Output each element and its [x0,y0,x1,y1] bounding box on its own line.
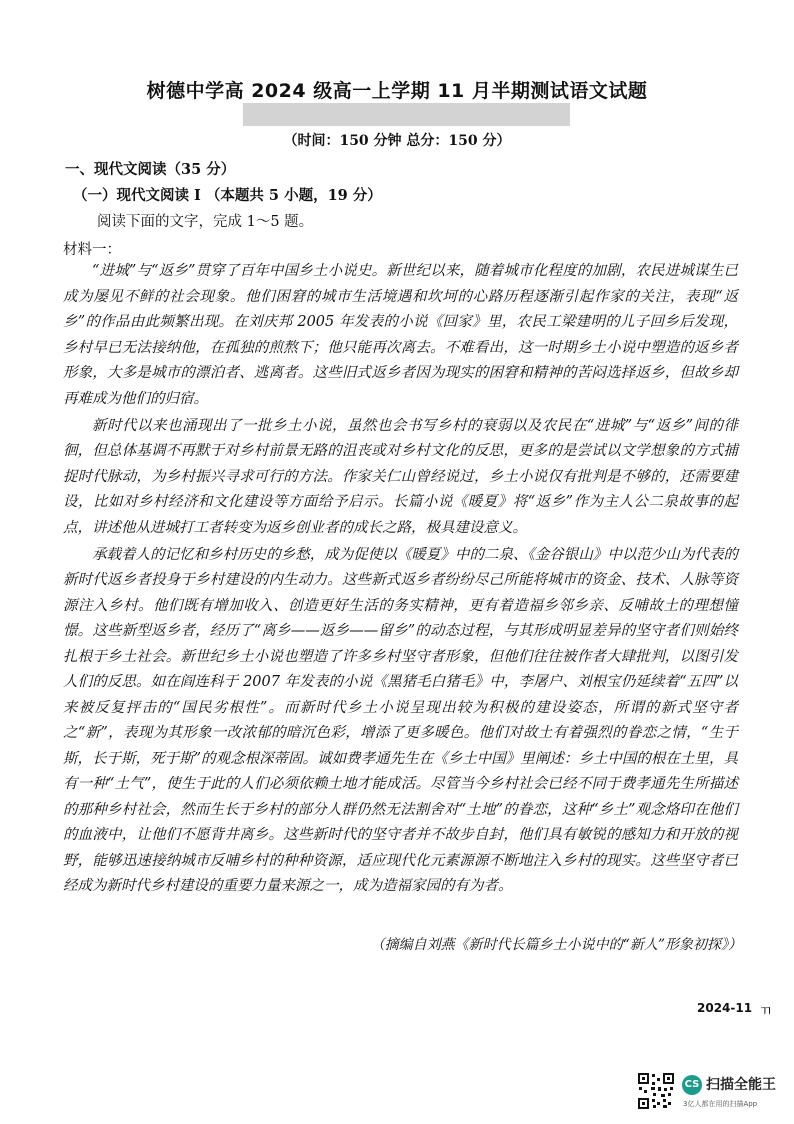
exam-title: 树德中学高 2024 级高一上学期 11 月半期测试语文试题 [146,80,648,102]
redaction-bar [243,103,570,126]
brand-name: 扫描全能王 [706,1077,776,1093]
subsection-heading: （一）现代文阅读 I （本题共 5 小题，19 分） [73,187,382,204]
paragraph: “进城”与“返乡”贯穿了百年中国乡土小说史。新世纪以来，随着城市化程度的加剧，农民进城谋生已成为屡见不鲜的社会现象。他们困窘的城市生活境遇和坎坷的心路历程逐渐引起作家的关注，表现“返乡”的作品由此频繁出现。在刘庆邦 2005 年发表的小说《回家》里，农民工梁建明的儿子回乡后发现，乡村早已无法接纳他，在孤独的煎熬下；他只能再次离去。不难看出，这一时期乡土小说中塑造的返乡者形象，大多是城市的漂泊者、逃离者。这些旧式返乡者因为现实的困窘和精神的苦闷选择返乡，但故乡却再难成为他们的归宿。 [63,263,738,407]
instruction: 阅读下面的文字，完成 1～5 题。 [97,214,314,230]
section-heading: 一、现代文阅读（35 分） [65,161,236,178]
footer-date: 2024-11 [697,1001,753,1015]
brand-tagline: 3亿人都在用的扫描App [683,1100,758,1108]
paragraph: 承载着人的记忆和乡村历史的乡愁，成为促使以《暖夏》中的二泉、《金谷银山》中以范少山为代表的新时代返乡者投身于乡村建设的内生动力。这些新式返乡者纷纷尽己所能将城市的资金、技术、人脉等资源注入乡村。他们既有增加收入、创造更好生活的务实精神，更有着造福乡邻乡亲、反哺故土的理想憧憬。这些新型返乡者，经历了“离乡——返乡——留乡”的动态过程，与其形成明显差异的坚守者们则始终扎根于乡土社会。新世纪乡土小说也塑造了许多乡村坚守者形象，但他们往往被作者大肆批判，以图引发人们的反思。如在阎连科于 2007 年发表的小说《黑猪毛白猪毛》中，李屠户、刘根宝仍延续着“五四”以来被反复抨击的“国民劣根性”。而新时代乡土小说呈现出较为积极的建设姿态，所谓的新式坚守者之“新”，表现为其形象一改浓郁的暗沉色彩，增添了更多暖色。他们对故土有着强烈的眷恋之情，“生于斯，长于斯，死于斯”的观念根深蒂固。诚如费孝通先生在《乡土中国》里阐述：乡土中国的根在土里，具有一种“土气”，使生于此的人们必须依赖土地才能成活。尽管当今乡村社会已经不同于费孝通先生所描述的那种乡村社会，然而生长于乡村的部分人群仍然无法割舍对“土地”的眷恋，这种“乡土”观念烙印在他们的血液中，让他们不愿背井离乡。这些新时代的坚守者并不故步自封，他们具有敏锐的感知力和开放的视野，能够迅速接纳城市反哺乡村的种种资源，适应现代化元素源源不断地注入乡村的现实。这些坚守者已经成为新时代乡村建设的重要力量来源之一，成为造福家园的有为者。 [63,546,738,894]
source-citation: （摘编自刘燕《新时代长篇乡土小说中的“新人”形象初探》） [370,937,742,953]
exam-meta: （时间：150 分钟 总分：150 分） [283,133,511,149]
paragraph: 新时代以来也涌现出了一批乡土小说，虽然也会书写乡村的衰弱以及农民在“进城”与“返乡”间的徘徊，但总体基调不再默于对乡村前景无路的沮丧或对乡村文化的反思，更多的是尝试以文学想象的方式捕捉时代脉动，为乡村振兴寻求可行的方法。作家关仁山曾经说过，乡土小说仅有批判是不够的，还需要建设，比如对乡村经济和文化建设等方面给予启示。长篇小说《暖夏》将“返乡”作为主人公二泉故事的起点，讲述他从进城打工者转变为返乡创业者的成长之路，极具建设意义。 [63,417,738,536]
brand-logo-icon: CS [682,1075,702,1095]
qr-code-icon [637,1072,675,1110]
page-mark: ㄲ [759,1004,773,1020]
passage [63,259,738,900]
material-label: 材料一： [63,242,121,258]
